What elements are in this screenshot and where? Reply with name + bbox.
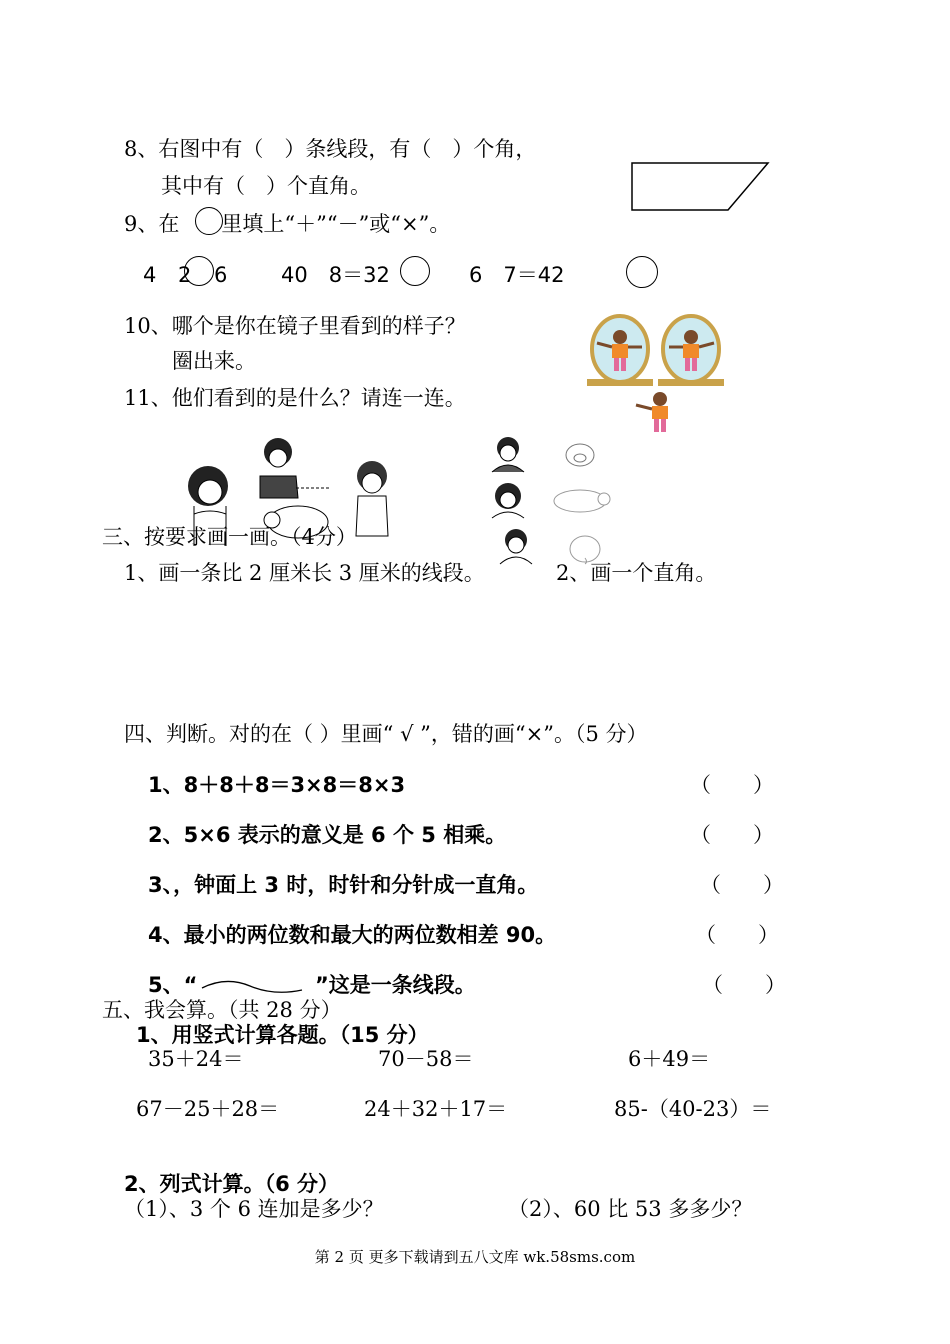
q9-line1: 9、在 里填上“＋”“－”或“×”。 [124, 212, 451, 236]
calc-5: 24＋32＋17＝ [364, 1097, 508, 1121]
q9-answer-circle-3[interactable] [626, 256, 658, 288]
sec5-problem2: （2）、60 比 53 多多少？ [508, 1197, 753, 1221]
q9-expr1-a: 4 [143, 263, 157, 287]
q9-expr1-c: 6 [214, 263, 228, 287]
q8-line1: 8、右图中有（ ）条线段，有（ ）个角， [124, 137, 537, 161]
q9-answer-circle-2[interactable] [400, 256, 430, 286]
page-footer: 第 2 页 更多下载请到五八文库 wk.58sms.com [314, 1248, 636, 1266]
calc-3: 6＋49＝ [628, 1047, 711, 1071]
q10-line2: 圈出来。 [172, 349, 256, 373]
sec5-title: 五、我会算。（共 28 分） [102, 998, 342, 1022]
mirror-image-left[interactable] [585, 313, 655, 388]
sec4-item-5-end: ”这是一条线段。 [315, 973, 476, 997]
sec4-answer-3[interactable]: （ ） [700, 873, 784, 897]
sec4-answer-1[interactable]: （ ） [690, 773, 774, 797]
calc-4: 67－25＋28＝ [136, 1097, 280, 1121]
sec5-sub2: 2、列式计算。（6 分） [124, 1172, 340, 1196]
sec3-item1: 1、画一条比 2 厘米长 3 厘米的线段。 [124, 561, 485, 585]
trapezoid-figure [628, 160, 773, 215]
sec4-answer-4[interactable]: （ ） [695, 923, 779, 947]
q9-answer-circle-1[interactable] [184, 256, 214, 286]
sec4-item-4: 4、最小的两位数和最大的两位数相差 90。 [148, 923, 557, 947]
child-figure [630, 390, 680, 435]
q11-line1: 11、他们看到的是什么？请连一连。 [124, 386, 466, 410]
face-girl[interactable] [488, 482, 528, 520]
q9-expr2: 40 8＝32 [281, 263, 390, 287]
q9-expr1-b: 2 [178, 263, 192, 287]
sec4-item-2: 2、5×6 表示的意义是 6 个 5 相乘。 [148, 823, 507, 847]
sec5-problem1: （1）、3 个 6 连加是多少？ [124, 1197, 384, 1221]
calc-6: 85-（40-23）＝ [614, 1097, 772, 1121]
face-boy-1[interactable] [488, 436, 528, 474]
sec4-item-3: 3、，钟面上 3 时，时针和分针成一直角。 [148, 873, 539, 897]
wavy-line-figure [200, 974, 305, 998]
calc-2: 70－58＝ [378, 1047, 474, 1071]
sec4-answer-5[interactable]: （ ） [702, 973, 786, 997]
calc-1: 35＋24＝ [148, 1047, 244, 1071]
sec4-item-5-start: 5、“ [148, 973, 198, 997]
q9-circle-example [195, 207, 223, 235]
sec3-item2: 2、画一个直角。 [556, 561, 717, 585]
sec4-answer-2[interactable]: （ ） [690, 823, 774, 847]
q8-line2: 其中有（ ）个直角。 [161, 174, 371, 198]
mirror-image-right[interactable] [656, 313, 726, 388]
pig-side-view[interactable] [550, 486, 612, 516]
sec5-sub1: 1、用竖式计算各题。（15 分） [136, 1023, 429, 1047]
sec4-title: 四、判断。对的在（ ）里画“ √ ”，错的画“×”。（5 分） [124, 722, 648, 746]
q10-line1: 10、哪个是你在镜子里看到的样子？ [124, 314, 466, 338]
pig-front-view[interactable] [562, 440, 598, 470]
sec3-title: 三、按要求画一画。（4分） [102, 525, 357, 549]
face-boy-2[interactable] [496, 528, 536, 566]
sec4-item-1: 1、8＋8＋8＝3×8＝8×3 [148, 773, 406, 797]
q9-expr3: 6 7＝42 [469, 263, 565, 287]
